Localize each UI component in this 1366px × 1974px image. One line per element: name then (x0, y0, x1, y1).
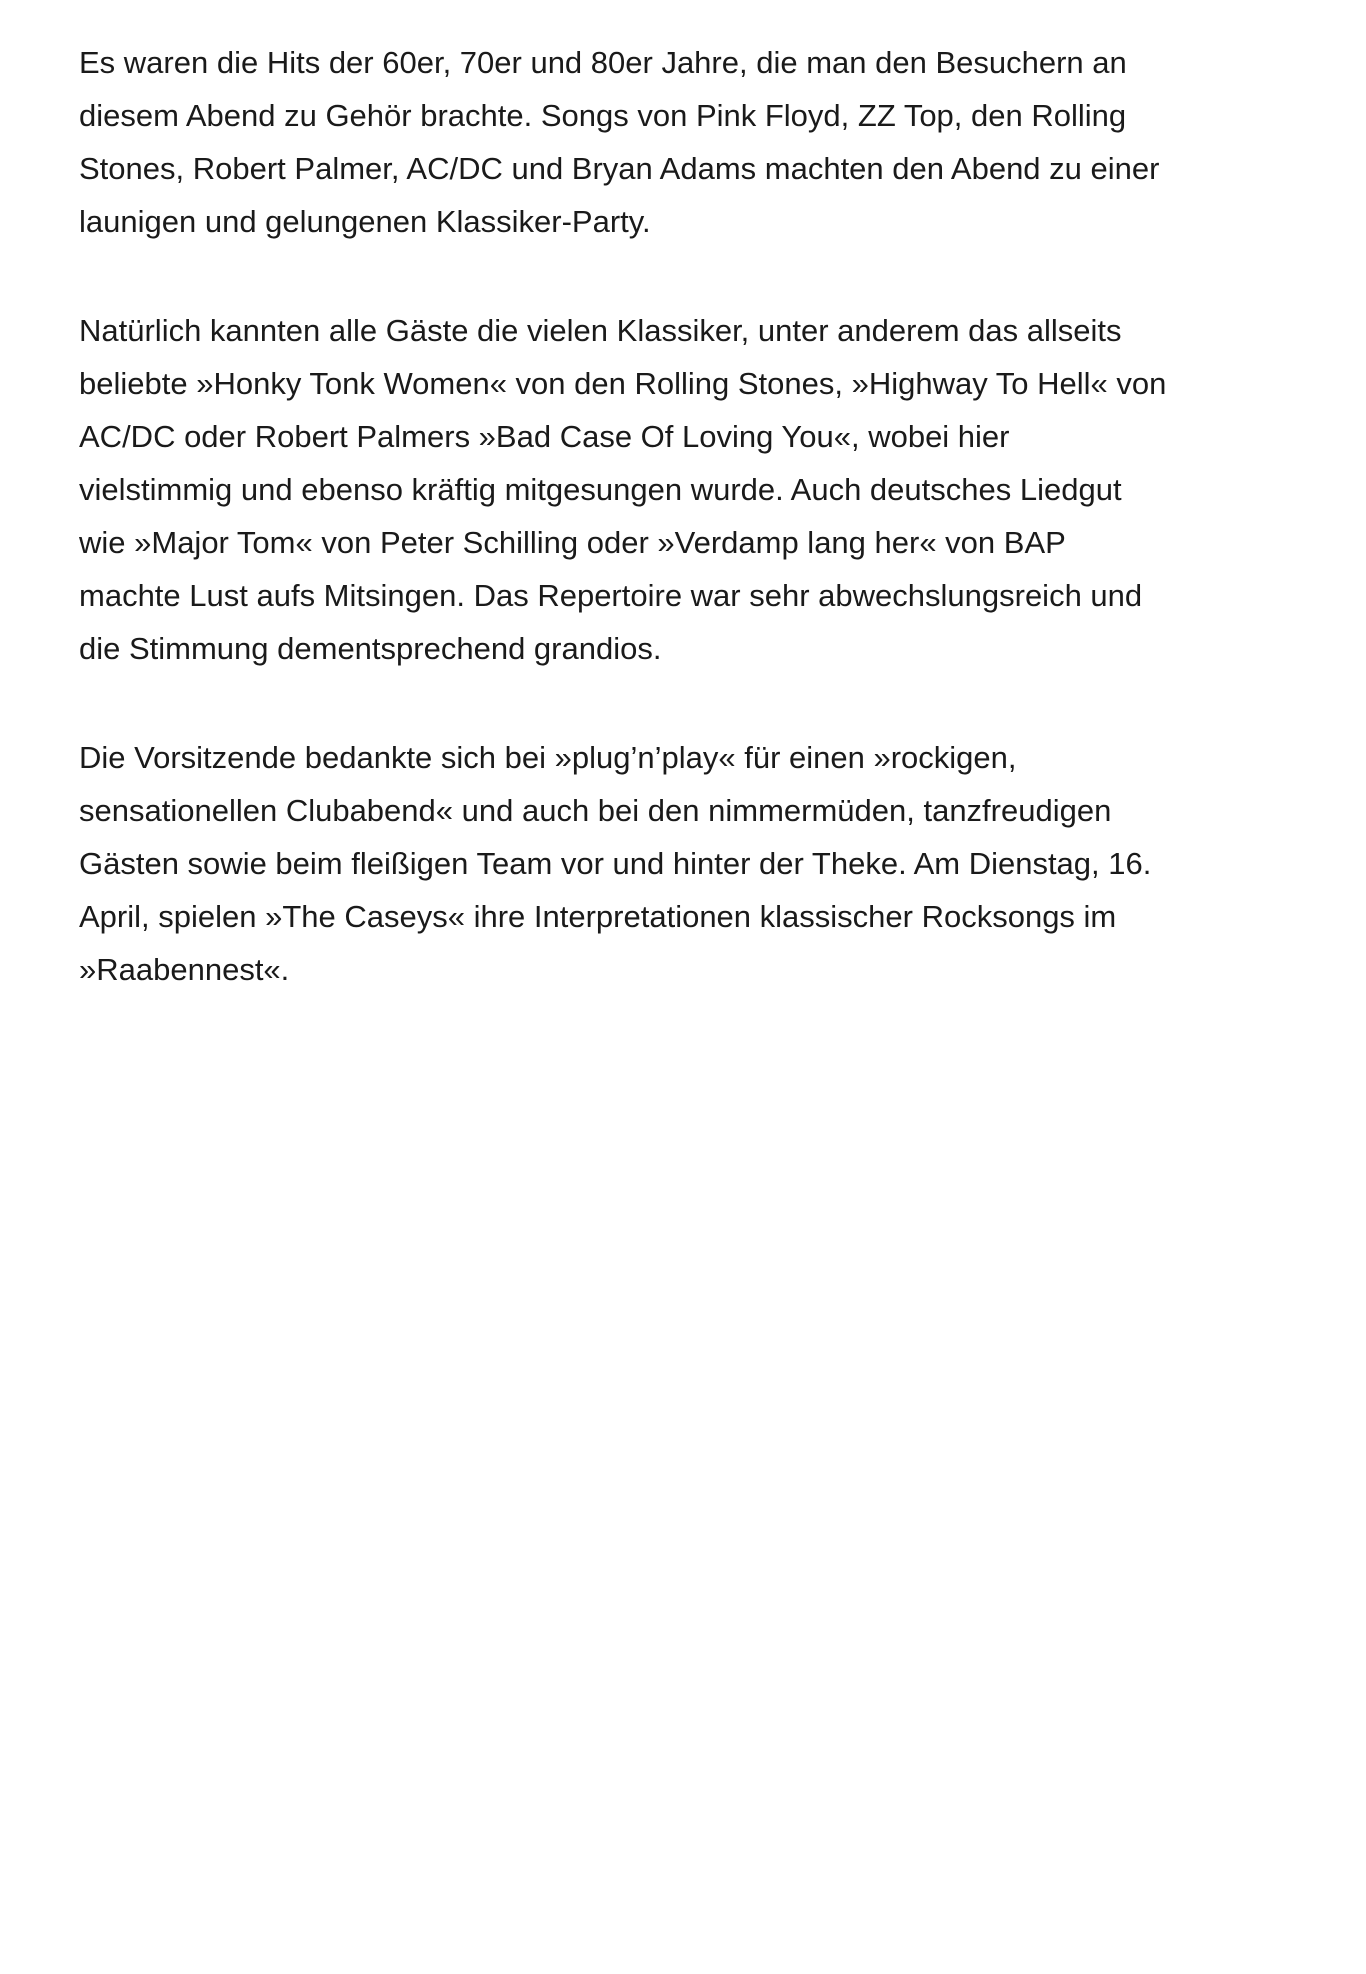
text-line: Es waren die Hits der 60er, 70er und 80er Jahre, die man den Besuchern an (79, 45, 1127, 80)
text-line: AC/DC oder Robert Palmers »Bad Case Of Loving You«, wobei hier (79, 419, 1010, 454)
text-line: vielstimmig und ebenso kräftig mitgesungen wurde. Auch deutsches Liedgut (79, 472, 1122, 507)
text-line: wie »Major Tom« von Peter Schilling oder »Verdamp lang her« von BAP (79, 525, 1066, 560)
text-line: beliebte »Honky Tonk Women« von den Rolling Stones, »Highway To Hell« von (79, 366, 1167, 401)
text-line: Natürlich kannten alle Gäste die vielen Klassiker, unter anderem das allseits (79, 313, 1122, 348)
text-line: machte Lust aufs Mitsingen. Das Repertoire war sehr abwechslungsreich und (79, 578, 1143, 613)
text-line: die Stimmung dementsprechend grandios. (79, 631, 662, 666)
paragraph-3 (79, 731, 1319, 996)
text-line: diesem Abend zu Gehör brachte. Songs von Pink Floyd, ZZ Top, den Rolling (79, 98, 1127, 133)
text-line: April, spielen »The Caseys« ihre Interpretationen klassischer Rocksongs im (79, 899, 1117, 934)
paragraph-1 (79, 36, 1319, 248)
text-line: Gästen sowie beim fleißigen Team vor und hinter der Theke. Am Dienstag, 16. (79, 846, 1152, 881)
text-line: Die Vorsitzende bedankte sich bei »plug’n’play« für einen »rockigen, (79, 740, 1017, 775)
text-line: sensationellen Clubabend« und auch bei den nimmermüden, tanzfreudigen (79, 793, 1112, 828)
text-line: »Raabennest«. (79, 952, 290, 987)
text-line: Stones, Robert Palmer, AC/DC und Bryan Adams machten den Abend zu einer (79, 151, 1160, 186)
article-body (79, 36, 1319, 1052)
text-line: launigen und gelungenen Klassiker-Party. (79, 204, 651, 239)
paragraph-2 (79, 304, 1319, 675)
